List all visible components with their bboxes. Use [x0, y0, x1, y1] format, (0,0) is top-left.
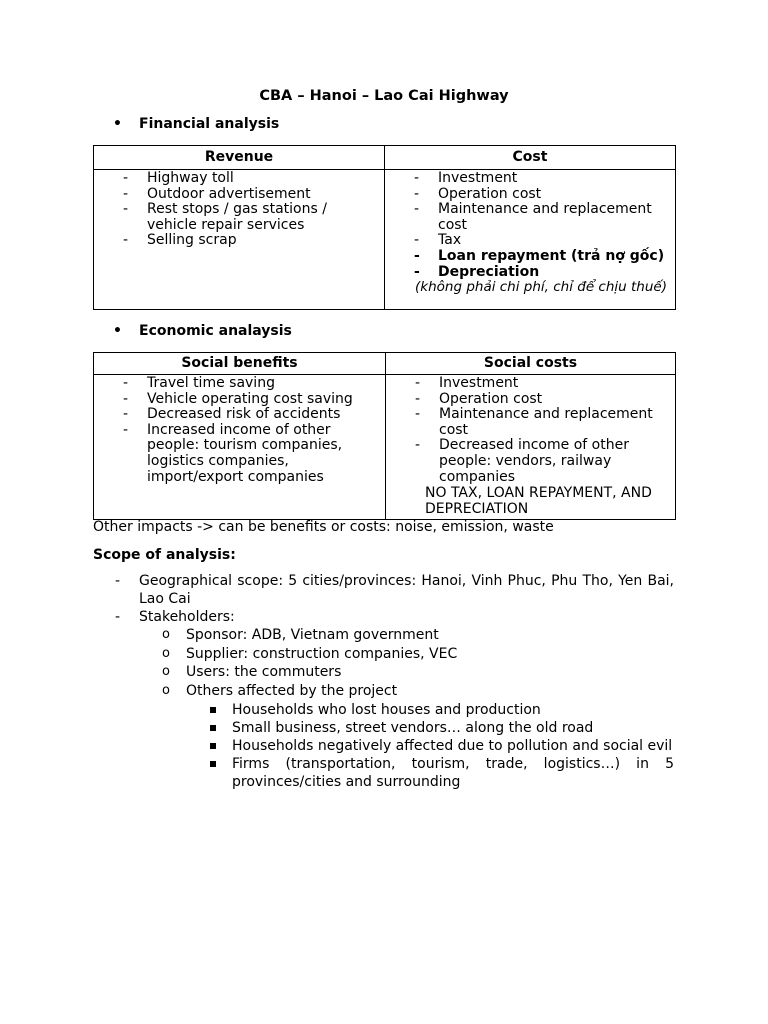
- square-bullet-icon: [210, 707, 216, 713]
- bullet-dot: •: [113, 116, 122, 132]
- revenue-header: Revenue: [94, 146, 385, 170]
- stakeholder-item: o Users: the commuters: [162, 664, 342, 681]
- list-item: - Travel time saving: [123, 375, 275, 391]
- scope-list: [93, 572, 674, 791]
- economic-analysis-label: Economic analaysis: [139, 323, 292, 339]
- bullet-dot: •: [113, 323, 122, 339]
- square-bullet-icon: [210, 761, 216, 767]
- social-benefits-list: [94, 376, 381, 485]
- revenue-cell: [94, 170, 385, 310]
- list-item: - Loan repayment (trả nợ gốc): [414, 247, 665, 264]
- affected-item: Small business, street vendors… along the old road: [93, 719, 674, 737]
- list-item: - Depreciation: [414, 263, 540, 280]
- list-item: - Maintenance and replacement cost: [414, 201, 652, 233]
- list-item: - Selling scrap: [123, 232, 237, 249]
- list-item: - Decreased risk of accidents: [123, 406, 341, 423]
- list-item: - Outdoor advertisement: [123, 185, 311, 202]
- stakeholder-item: o Sponsor: ADB, Vietnam government: [162, 627, 439, 643]
- revenue-list: [94, 171, 380, 249]
- list-item: - Rest stops / gas stations / vehicle repair services: [123, 201, 327, 233]
- cost-cell: [385, 170, 676, 310]
- cost-list: [385, 171, 671, 280]
- social-costs-list: [386, 376, 671, 485]
- scope-item-geographical: - Geographical scope: 5 cities/provinces: Hanoi, Vinh Phuc, Phu Tho, Yen Bai, Lao Cai: [115, 573, 674, 607]
- list-item: - Investment: [415, 375, 519, 391]
- list-item: - Operation cost: [415, 390, 543, 407]
- financial-analysis-heading: [113, 116, 279, 132]
- affected-item: Households negatively affected due to pollution and social evil: [93, 737, 674, 755]
- list-item: - Vehicle operating cost saving: [123, 390, 353, 407]
- list-item: - Highway toll: [123, 170, 234, 186]
- square-bullet-icon: [210, 725, 216, 731]
- list-item: - Maintenance and replacement cost: [415, 406, 653, 438]
- affected-item: Firms (transportation, tourism, trade, logistics…) in 5 provinces/cities and surrounding: [93, 755, 674, 791]
- social-costs-cell: [386, 375, 676, 520]
- financial-analysis-label: Financial analysis: [139, 116, 280, 132]
- social-costs-header: Social costs: [386, 353, 676, 375]
- square-bullet-icon: [210, 743, 216, 749]
- depreciation-note: (không phải chi phí, chỉ để chịu thuế): [415, 279, 667, 296]
- affected-item: Households who lost houses and production: [93, 701, 674, 719]
- scope-item-stakeholders: - Stakeholders:: [115, 609, 235, 625]
- list-item: - Investment: [414, 170, 518, 186]
- economic-table: [93, 352, 676, 520]
- stakeholder-item: o Others affected by the project: [162, 683, 398, 700]
- economic-analysis-heading: [113, 323, 292, 339]
- list-item: - Increased income of other people: tourism companies, logistics companies, import/export companies: [123, 421, 343, 485]
- scope-heading: Scope of analysis:: [93, 547, 236, 563]
- list-item: - Tax: [414, 232, 462, 249]
- page-title: CBA – Hanoi – Lao Cai Highway: [259, 88, 509, 104]
- social-benefits-cell: [94, 375, 386, 520]
- no-tax-note: NO TAX, LOAN REPAYMENT, AND DEPRECIATION: [425, 485, 652, 518]
- stakeholder-item: o Supplier: construction companies, VEC: [162, 645, 458, 662]
- list-item: - Decreased income of other people: vendors, railway companies: [415, 437, 629, 485]
- social-benefits-header: Social benefits: [94, 353, 386, 375]
- cost-header: Cost: [385, 146, 676, 170]
- list-item: - Operation cost: [414, 185, 542, 202]
- financial-table: [93, 145, 676, 310]
- other-impacts-text: Other impacts -> can be benefits or costs: noise, emission, waste: [93, 519, 554, 535]
